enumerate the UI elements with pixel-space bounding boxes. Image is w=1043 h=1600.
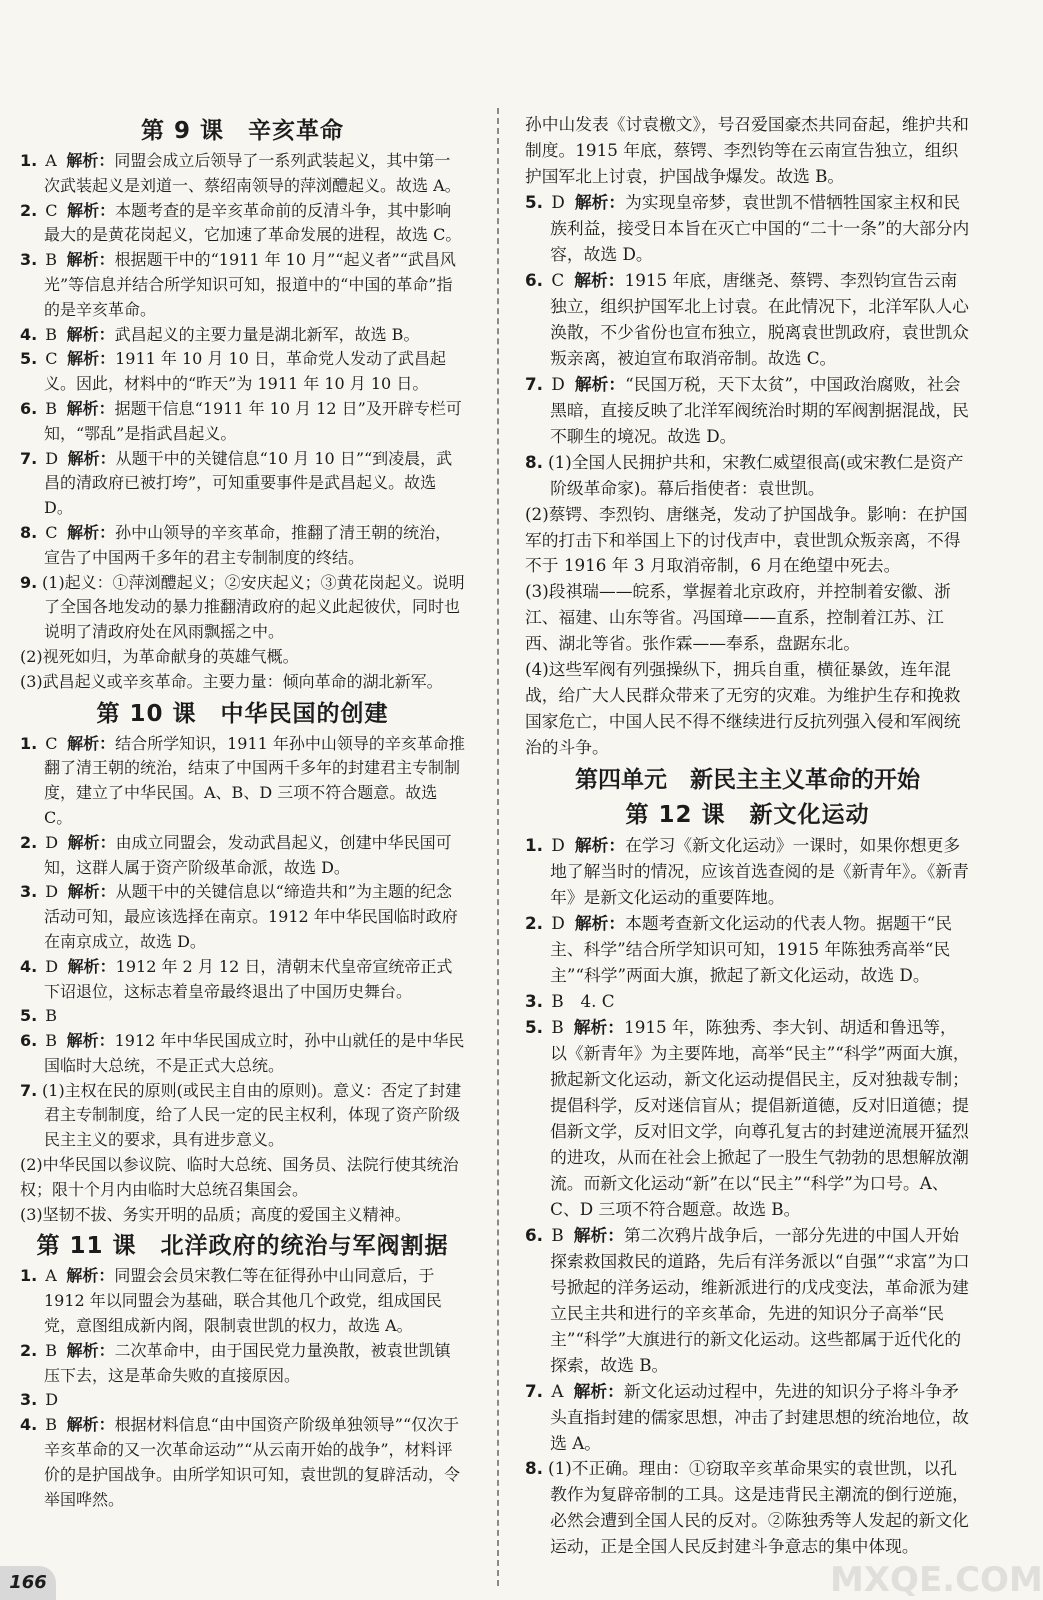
answer-text: 1912 年 2 月 12 日，清朝末代皇帝宣统帝正式下诏退位，这标志着皇帝最终退出了中国历史舞台。	[44, 956, 453, 1001]
answer-choice: B	[45, 324, 57, 344]
answer-text: 新文化运动过程中，先进的知识分子将斗争矛头直指封建的儒家思想，冲击了封建思想的统治地位，故选 A。	[550, 1380, 969, 1453]
analysis-label: 解析：	[67, 832, 116, 852]
answer-item	[20, 1413, 465, 1512]
analysis-label: 解析：	[67, 733, 116, 753]
answer-choice: D	[551, 373, 565, 394]
question-number: 6.	[20, 398, 38, 418]
question-number: 7.	[20, 1080, 38, 1100]
analysis-label: 解析：	[66, 1340, 115, 1360]
question-number: 7.	[525, 373, 544, 394]
question-number: 4.	[20, 956, 38, 976]
answer-text: 同盟会会员宋教仁等在征得孙中山同意后，于 1912 年以同盟会为基础，联合其他几个政党，组成国民党，意图组成新内阁，限制袁世凯的权力，故选 A。	[44, 1266, 442, 1336]
answer-choice: B	[551, 1017, 564, 1037]
question-number: 2.	[20, 1340, 38, 1360]
question-number: 1.	[20, 151, 38, 170]
answer-text: 第二次鸦片战争后，一部分先进的中国人开始探索救国救民的道路，先后有洋务派以“自强”“求富”为口号掀起的洋务运动，维新派进行的戊戌变法，革命派为建立民主共和进行的辛亥革命，先进的知识分子高举“民主”“科学”大旗进行的新文化运动。这些都属于近代化的探索，故选 B。	[550, 1224, 970, 1375]
answer-text: 根据题干中的“1911 年 10 月”“起义者”“武昌风光”等信息并结合所学知识可知，报道中的“中国的革命”指的是辛亥革命。	[44, 250, 456, 319]
answer-item	[20, 397, 465, 447]
answer-text: 从题干中的关键信息“10 月 10 日”“到凌晨，武昌的清政府已被打垮”，可知重要事件是武昌起义。故选 D。	[44, 448, 453, 518]
answer-item	[20, 248, 465, 322]
answer-choice: D	[551, 913, 565, 934]
question-number: 6.	[525, 1224, 544, 1245]
left-column	[20, 112, 465, 1512]
lesson-heading: 第 9 课 辛亥革命	[140, 118, 345, 144]
question-number: 8.	[525, 1458, 544, 1479]
analysis-label: 解析：	[66, 324, 115, 344]
answer-choice: B	[45, 1340, 57, 1360]
question-number: 3.	[525, 991, 544, 1012]
question-number: 6.	[20, 1031, 38, 1051]
answer-text: (1)全国人民拥护共和，宋教仁威望很高(或宋教仁是资产阶级革命家)。幕后指使者：袁世凯。	[548, 451, 964, 498]
answer-item	[525, 833, 970, 911]
answer-choice: D	[551, 191, 565, 212]
answer-text: 1915 年底，唐继尧、蔡锷、李烈钧宣告云南独立，组织护国军北上讨袁。在此情况下，北洋军队人心涣散，不少省份也宣布独立，脱离袁世凯政府，袁世凯众叛亲离，被迫宣布取消帝制。故选 C。	[550, 269, 969, 368]
answer-item	[20, 1339, 465, 1389]
question-number: 2.	[20, 200, 38, 220]
question-number: 3.	[20, 882, 38, 902]
answer-continuation: 孙中山发表《讨袁檄文》，号召爱国豪杰共同奋起，维护共和制度。1915 年底，蔡锷、李烈钧等在云南宣告独立，组织护国军北上讨袁，护国战争爆发。故选 B。	[525, 114, 969, 186]
unit-heading: 第四单元 新民主主义革命的开始	[575, 767, 920, 794]
question-number: 4.	[20, 324, 38, 344]
answer-item	[20, 1388, 465, 1413]
answer-item	[20, 1004, 465, 1029]
answer-item	[20, 955, 465, 1005]
answer-text: 1911 年 10 月 10 日，革命党人发动了武昌起义。因此，材料中的“昨天”为 1911 年 10 月 10 日。	[44, 349, 446, 394]
answer-choice: C	[45, 733, 58, 753]
question-number: 7.	[525, 1380, 544, 1401]
answer-item	[525, 1223, 970, 1379]
question-number: 7.	[20, 448, 38, 468]
analysis-label: 解析：	[574, 913, 626, 934]
answer-continuation: (4)这些军阀有列强操纵下，拥兵自重，横征暴敛，连年混战，给广大人民群众带来了无穷的灾难。为维护生存和挽救国家危亡，中国人民不得不继续进行反抗列强入侵和军阀统治的斗争。	[525, 659, 961, 758]
question-number: 6.	[525, 269, 544, 290]
question-number: 1.	[525, 835, 544, 856]
answer-item	[525, 268, 970, 372]
answer-item	[20, 199, 465, 249]
answer-item	[525, 1456, 970, 1560]
analysis-label: 解析：	[66, 398, 115, 418]
question-number: 8.	[20, 522, 38, 542]
question-number: 3.	[20, 1390, 38, 1410]
answer-text: 武昌起义的主要力量是湖北新军，故选 B。	[114, 324, 420, 344]
answer-item	[20, 732, 465, 831]
question-number: 1.	[20, 733, 38, 753]
page-number: 166	[0, 1566, 56, 1600]
answer-choice: B	[551, 1224, 564, 1245]
answer-item	[20, 347, 465, 397]
question-number: 4.	[20, 1415, 38, 1435]
analysis-label: 解析：	[66, 1266, 115, 1286]
answer-choice: A	[551, 1380, 564, 1401]
answer-item	[525, 911, 970, 989]
answer-text: 同盟会成立后领导了一系列武装起义，其中第一次武装起义是刘道一、蔡绍南领导的萍浏醴起义。故选 A。	[44, 151, 461, 195]
answer-continuation: (3)武昌起义或辛亥革命。主要力量：倾向革命的湖北新军。	[20, 671, 443, 691]
answer-item	[525, 1015, 970, 1223]
question-number: 2.	[20, 832, 38, 852]
question-number: 3.	[20, 250, 38, 270]
answer-item	[20, 1079, 465, 1153]
answer-text: 根据材料信息“由中国资产阶级单独领导”“仅次于辛亥革命的又一次革命运动”“从云南开始的战争”，材料评价的是护国战争。由所学知识可知，袁世凯的复辟活动，令举国哗然。	[44, 1415, 461, 1509]
answer-text: (1)起义：①萍浏醴起义；②安庆起义；③黄花岗起义。说明了全国各地发动的暴力推翻清政府的起义此起彼伏，同时也说明了清政府处在风雨飘摇之中。	[42, 572, 465, 642]
answer-text: “民国万税，天下太贫”，中国政治腐败，社会黑暗，直接反映了北洋军阀统治时期的军阀割据混战，民不聊生的境况。故选 D。	[550, 373, 969, 446]
answer-choice: D	[45, 448, 59, 468]
answer-text: 据题干信息“1911 年 10 月 12 日”及开辟专栏可知，“鄂乱”是指武昌起义。	[44, 398, 462, 443]
analysis-label: 解析：	[67, 522, 116, 542]
answer-choice: C	[45, 200, 58, 220]
answer-choice: D	[45, 882, 59, 902]
answer-choice: D	[45, 956, 59, 976]
question-number: 2.	[525, 913, 544, 934]
analysis-label: 解析：	[573, 1380, 624, 1401]
answer-choice: A	[45, 1266, 57, 1286]
answer-item	[20, 149, 465, 199]
answer-choice: B	[45, 1006, 57, 1026]
answer-text: 本题考查新文化运动的代表人物。据题干“民主、科学”结合所学知识可知，1915 年陈独秀高举“民主”“科学”两面大旗，掀起了新文化运动，故选 D。	[550, 913, 952, 986]
answer-item	[20, 447, 465, 521]
answer-choice: A	[45, 151, 57, 170]
answer-item	[525, 190, 970, 268]
analysis-label: 解析：	[66, 1415, 115, 1435]
answer-choice: B	[45, 250, 57, 270]
answer-continuation: (3)坚韧不拔、务实开明的品质；高度的爱国主义精神。	[20, 1204, 411, 1224]
answer-continuation: (3)段祺瑞——皖系，掌握着北京政府，并控制着安徽、浙江、福建、山东等省。冯国璋——直系，控制着江苏、江西、湖北等省。张作霖——奉系，盘踞东北。	[525, 581, 951, 654]
lesson-heading: 第 11 课 北洋政府的统治与军阀割据	[36, 1233, 449, 1260]
column-divider	[497, 108, 499, 1586]
answer-item	[525, 372, 970, 450]
analysis-label: 解析：	[574, 835, 626, 856]
answer-choice: B	[45, 1031, 57, 1051]
analysis-label: 解析：	[66, 1031, 115, 1051]
answer-text: 1912 年中华民国成立时，孙中山就任的是中华民国临时大总统，不是正式大总统。	[44, 1031, 465, 1075]
answer-continuation: (2)中华民国以参议院、临时大总统、国务员、法院行使其统治权；限十个月内由临时大总统召集国会。	[20, 1155, 459, 1199]
answer-text: 在学习《新文化运动》一课时，如果你想更多地了解当时的情况，应该首选查阅的是《新青年》。《新青年》是新文化运动的重要阵地。	[550, 835, 969, 908]
answer-item	[20, 880, 465, 954]
question-number: 5.	[525, 191, 544, 212]
analysis-label: 解析：	[573, 1224, 625, 1245]
question-number: 8.	[525, 451, 544, 472]
analysis-label: 解析：	[574, 269, 625, 290]
answer-item	[20, 521, 465, 571]
answer-item	[20, 1264, 465, 1338]
analysis-label: 解析：	[67, 956, 116, 976]
answer-text: 从题干中的关键信息以“缔造共和”为主题的纪念活动可知，最应该选择在南京。1912 年中华民国临时政府在南京成立，故选 D。	[44, 882, 458, 951]
answer-item	[20, 1029, 465, 1079]
answer-choice: C	[45, 522, 58, 542]
analysis-label: 解析：	[66, 250, 115, 270]
answer-choice: B	[45, 1415, 57, 1435]
analysis-label: 解析：	[67, 882, 116, 902]
question-number: 9.	[20, 572, 38, 592]
lesson-heading: 第 10 课 中华民国的创建	[96, 700, 389, 727]
question-number: 5.	[20, 1006, 38, 1026]
answer-item	[525, 450, 970, 502]
answer-text: 结合所学知识，1911 年孙中山领导的辛亥革命推翻了清王朝的统治，结束了中国两千多年的封建君主专制制度，建立了中华民国。A、B、D 三项不符合题意。故选 C。	[44, 733, 465, 827]
question-number: 1.	[20, 1266, 38, 1286]
answer-text: (1)主权在民的原则(或民主自由的原则)。意义：否定了封建君主专制制度，给了人民一定的民主权利，体现了资产阶级民主主义的要求，具有进步意义。	[42, 1080, 462, 1150]
answer-text: 本题考查的是辛亥革命前的反清斗争，其中影响最大的是黄花岗起义，它加速了革命发展的进程，故选 C。	[44, 200, 462, 245]
analysis-label: 解析：	[67, 200, 116, 220]
answer-item	[525, 1379, 970, 1457]
analysis-label: 解析：	[574, 191, 626, 212]
lesson-heading: 第 12 课 新文化运动	[625, 802, 870, 829]
answer-text: (1)不正确。理由：①窃取辛亥革命果实的袁世凯，以孔教作为复辟帝制的工具。这是违背民主潮流的倒行逆施，必然会遭到全国人民的反对。②陈独秀等人发起的新文化运动，正是全国人民反封建斗争意志的集中体现。	[548, 1458, 969, 1557]
analysis-label: 解析：	[67, 349, 116, 369]
analysis-label: 解析：	[574, 373, 626, 394]
question-number: 5.	[525, 1017, 544, 1037]
answer-choice: C	[551, 269, 565, 290]
answer-item	[20, 323, 465, 348]
answer-choice: B	[45, 398, 57, 418]
answer-choice: D	[45, 1390, 59, 1410]
answer-choice: C	[45, 349, 58, 369]
answer-item	[525, 989, 970, 1015]
watermark: MXQE.COM	[830, 1560, 1043, 1600]
answer-choice: D	[45, 832, 59, 852]
answer-item	[20, 831, 465, 881]
answer-text: 由成立同盟会，发动武昌起义，创建中华民国可知，这群人属于资产阶级革命派，故选 D。	[44, 832, 452, 877]
answer-text: 1915 年，陈独秀、李大钊、胡适和鲁迅等，以《新青年》为主要阵地，高举“民主”“科学”两面大旗，掀起新文化运动，新文化运动提倡民主，反对独裁专制；提倡科学，反对迷信盲从；提倡新道德，反对旧道德；提倡新文学，反对旧文学，向尊孔复古的封建逆流展开猛烈的进攻，从而在社会上掀起了一股生气勃勃的思想解放潮流。而新文化运动“新”在以“民主”“科学”为口号。A、C、D 三项不符合题意。故选 B。	[550, 1017, 970, 1219]
answer-text: 二次革命中，由于国民党力量涣散，被袁世凯镇压下去，这是革命失败的直接原因。	[44, 1340, 451, 1385]
answer-choice: B 4. C	[551, 991, 615, 1012]
question-number: 5.	[20, 349, 38, 369]
answer-text: 为实现皇帝梦，袁世凯不惜牺牲国家主权和民族利益，接受日本旨在灭亡中国的“二十一条”的大部分内容，故选 D。	[550, 191, 970, 264]
analysis-label: 解析：	[67, 448, 116, 468]
right-column	[525, 112, 970, 1560]
answer-choice: D	[551, 835, 565, 856]
answer-continuation: (2)视死如归，为革命献身的英雄气概。	[20, 646, 299, 666]
analysis-label: 解析：	[66, 151, 115, 170]
analysis-label: 解析：	[573, 1017, 625, 1037]
answer-text: 孙中山领导的辛亥革命，推翻了清王朝的统治，宣告了中国两千多年的君主专制制度的终结。	[44, 522, 452, 567]
answer-continuation: (2)蔡锷、李烈钧、唐继尧，发动了护国战争。影响：在护国军的打击下和举国上下的讨伐声中，袁世凯众叛亲离，不得不于 1916 年 3 月取消帝制，6 月在绝望中死去。	[525, 503, 968, 576]
answer-item	[20, 571, 465, 645]
